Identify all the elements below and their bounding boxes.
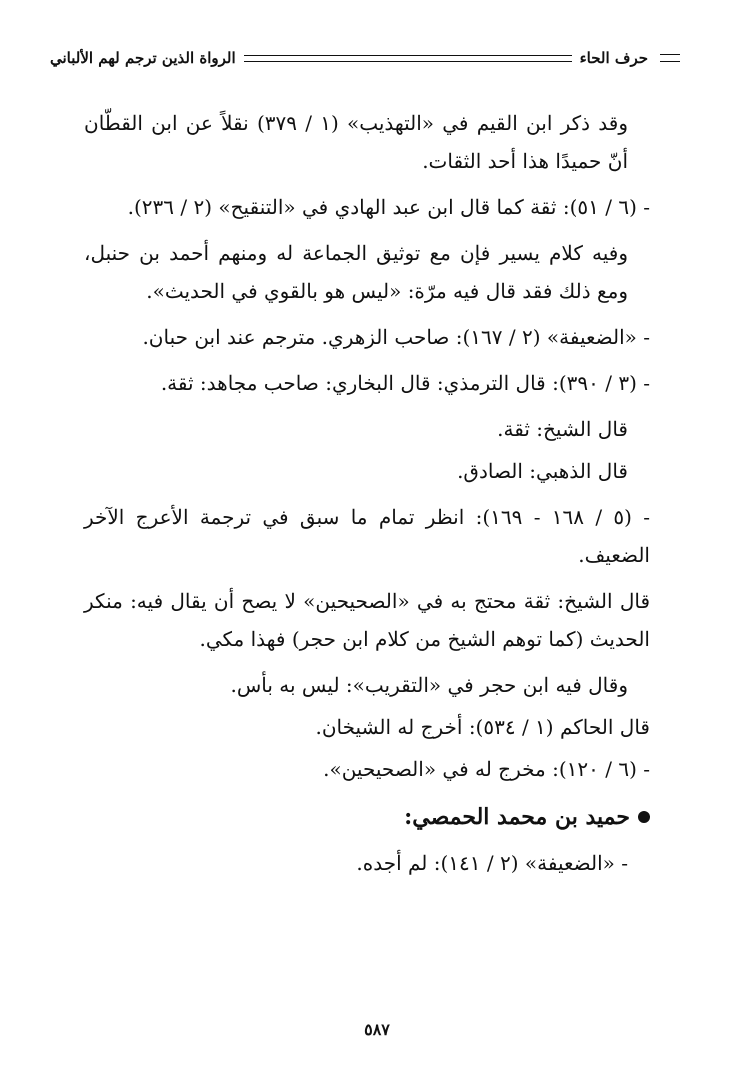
paragraph: وقال فيه ابن حجر في «التقريب»: ليس به بأس.	[230, 673, 628, 697]
paragraph: - «الضعيفة» (٢ / ١٦٧): صاحب الزهري. مترجم عند ابن حبان.	[142, 325, 650, 349]
entry-heading	[84, 798, 650, 836]
entry-heading-text: حميد بن محمد الحمصي:	[404, 804, 630, 830]
paragraph: قال الذهبي: الصادق.	[457, 459, 628, 483]
bullet-icon	[638, 811, 650, 823]
header-rule	[244, 55, 572, 62]
paragraph: - (٦ / ٥١): ثقة كما قال ابن عبد الهادي في «التنقيح» (٢ / ٢٣٦).	[127, 195, 650, 219]
paragraph: - «الضعيفة» (٢ / ١٤١): لم أجده.	[356, 851, 628, 875]
page-number: ٥٨٧	[364, 1020, 390, 1039]
page-content	[84, 104, 650, 890]
paragraph: قال الشيخ: ثقة محتج به في «الصحيحين» لا يصح أن يقال فيه: منكر الحديث (كما توهم الشيخ من كلام ابن حجر) فهذا مكي.	[84, 589, 650, 651]
header-title: الرواة الذين ترجم لهم الألباني	[50, 49, 236, 67]
paragraph: - (٣ / ٣٩٠): قال الترمذي: قال البخاري: صاحب مجاهد: ثقة.	[160, 371, 650, 395]
header-chapter: حرف الحاء	[579, 49, 648, 67]
paragraph: - (٥ / ١٦٨ - ١٦٩): انظر تمام ما سبق في ترجمة الأعرج الآخر الضعيف.	[84, 505, 650, 567]
paragraph: قال الحاكم (١ / ٥٣٤): أخرج له الشيخان.	[315, 715, 650, 739]
paragraph: - (٦ / ١٢٠): مخرج له في «الصحيحين».	[323, 757, 650, 781]
header-ornament-icon	[660, 54, 680, 62]
paragraph: قال الشيخ: ثقة.	[497, 417, 628, 441]
paragraph: وقد ذكر ابن القيم في «التهذيب» (١ / ٣٧٩) نقلاً عن ابن القطّان أنّ حميدًا هذا أحد الثقات.	[84, 111, 629, 173]
paragraph: وفيه كلام يسير فإن مع توثيق الجماعة له ومنهم أحمد بن حنبل، ومع ذلك فقد قال فيه مرّة: «ليس هو بالقوي في الحديث».	[84, 241, 628, 303]
running-header	[50, 46, 680, 70]
